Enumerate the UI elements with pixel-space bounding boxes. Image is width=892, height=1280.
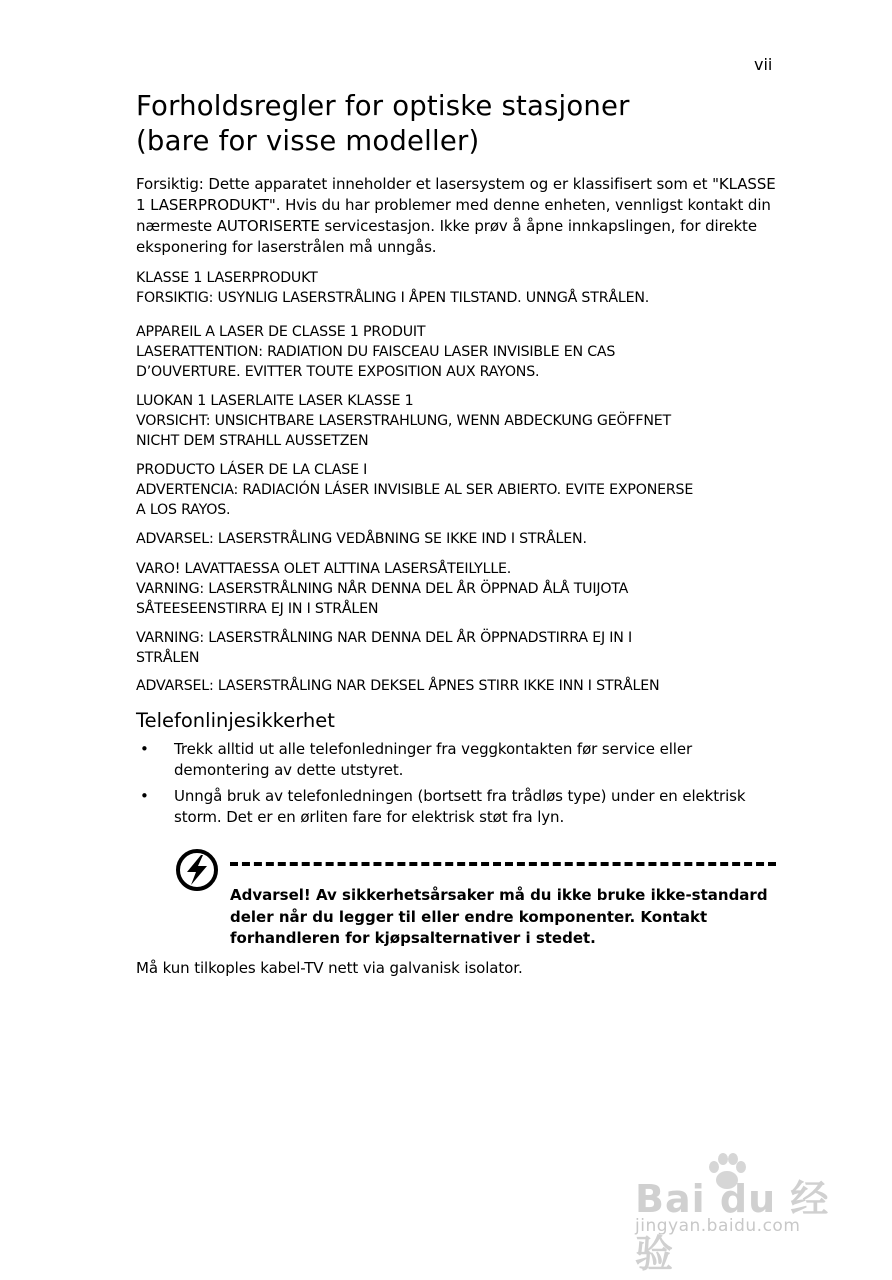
laser-line: PRODUCTO LÁSER DE LA CLASE I: [136, 462, 368, 478]
laser-line: VARNING: LASERSTRÅLNING NÅR DENNA DEL ÅR ÖPPNAD ÅLÅ TUIJOTA: [136, 581, 629, 597]
intro-paragraph: Forsiktig: Dette apparatet inneholder et lasersystem og er klassifisert som et "KLASSE 1 LASERPRODUKT". Hvis du har problemer med denne enheten, vennligst kontakt din nærmeste AUTORISERTE servicestasjon. Ikke prøv å åpne innkapslingen, for direkte eksponering for laserstrålen må unngås.: [136, 175, 776, 256]
laser-line: A LOS RAYOS.: [136, 502, 231, 518]
laser-line: SÅTEESEENSTIRRA EJ IN I STRÅLEN: [136, 601, 379, 617]
list-item-text: Trekk alltid ut alle telefonledninger fra veggkontakten før service eller demontering av dette utstyret.: [174, 740, 693, 779]
laser-line: APPAREIL A LASER DE CLASSE 1 PRODUIT: [136, 324, 426, 340]
laser-line: ADVERTENCIA: RADIACIÓN LÁSER INVISIBLE AL SER ABIERTO. EVITE EXPONERSE: [136, 482, 694, 498]
title-line-1: Forholdsregler for optiske stasjoner: [136, 90, 630, 122]
footer-note: Må kun tilkoples kabel-TV nett via galvanisk isolator.: [136, 959, 523, 977]
list-item-text: Unngå bruk av telefonledningen (bortsett fra trådløs type) under en elektrisk storm. Det er en ørliten fare for elektrisk støt fra lyn.: [174, 787, 746, 826]
laser-block-3: [136, 391, 786, 451]
laser-block-5: [136, 529, 786, 549]
laser-line: ADVARSEL: LASERSTRÅLING VEDÅBNING SE IKKE IND I STRÅLEN.: [136, 531, 587, 547]
laser-block-1: [136, 268, 786, 308]
laser-line: FORSIKTIG: USYNLIG LASERSTRÅLING I ÅPEN TILSTAND. UNNGÅ STRÅLEN.: [136, 290, 650, 306]
lightning-warning-icon: [175, 848, 219, 892]
laser-block-7: [136, 628, 786, 668]
laser-block-6: [136, 559, 786, 619]
laser-line: VORSICHT: UNSICHTBARE LASERSTRAHLUNG, WENN ABDECKUNG GEÖFFNET: [136, 413, 672, 429]
warning-divider: [230, 862, 776, 866]
laser-line: VARO! LAVATTAESSA OLET ALTTINA LASERSÅTEILYLLE.: [136, 561, 512, 577]
laser-line: LASERATTENTION: RADIATION DU FAISCEAU LASER INVISIBLE EN CAS: [136, 344, 616, 360]
page-title: [136, 89, 776, 159]
list-item: [136, 786, 776, 828]
bullet-icon: •: [140, 787, 149, 805]
page-number: vii: [754, 55, 773, 74]
section-heading: Telefonlinjesikkerhet: [136, 709, 335, 732]
bullet-icon: •: [140, 740, 149, 758]
laser-block-2: [136, 322, 786, 382]
warning-text: Advarsel! Av sikkerhetsårsaker må du ikke bruke ikke-standard deler når du legger til eller endre komponenter. Kontakt forhandleren for kjøpsalternativer i stedet.: [230, 886, 768, 947]
laser-line: KLASSE 1 LASERPRODUKT: [136, 270, 318, 286]
watermark-url: jingyan.baidu.com: [635, 1216, 801, 1236]
laser-line: LUOKAN 1 LASERLAITE LASER KLASSE 1: [136, 393, 414, 409]
watermark: [635, 1150, 845, 1276]
laser-line: VARNING: LASERSTRÅLNING NAR DENNA DEL ÅR ÖPPNADSTIRRA EJ IN I: [136, 630, 632, 646]
laser-block-8: [136, 676, 786, 696]
laser-line: D’OUVERTURE. EVITTER TOUTE EXPOSITION AUX RAYONS.: [136, 364, 540, 380]
laser-line: NICHT DEM STRAHLL AUSSETZEN: [136, 433, 369, 449]
laser-block-4: [136, 460, 786, 520]
laser-line: ADVARSEL: LASERSTRÅLING NAR DEKSEL ÅPNES STIRR IKKE INN I STRÅLEN: [136, 678, 660, 694]
list-item: [136, 739, 776, 781]
watermark-logo: Bai du 经验: [635, 1177, 830, 1276]
title-line-2: (bare for visse modeller): [136, 125, 480, 157]
laser-line: STRÅLEN: [136, 650, 200, 666]
bullet-list: [136, 739, 776, 833]
